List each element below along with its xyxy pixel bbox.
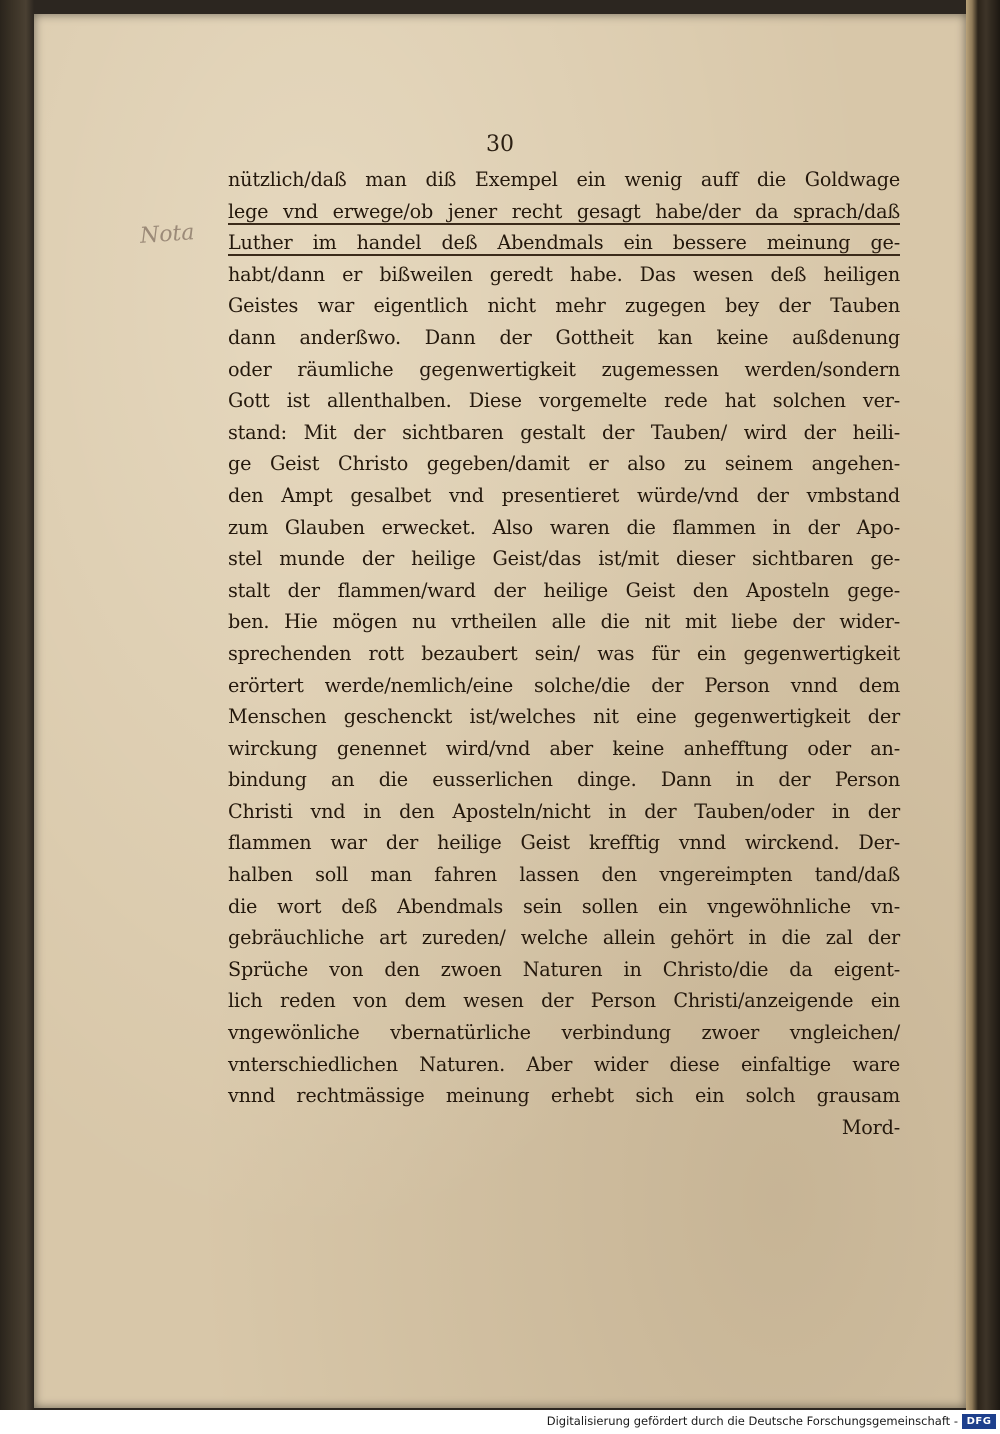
text-line: dann anderßwo. Dann der Gottheit kan keine außdenung: [228, 325, 900, 349]
text-line: halben soll man fahren lassen den vngereimpten tand/daß: [228, 863, 900, 887]
text-line: habt/dann er bißweilen geredt habe. Das wesen deß heiligen: [228, 262, 900, 286]
margin-note: Nota: [139, 220, 196, 249]
text-line: zum Glauben erwecket. Also waren die flammen in der Apo-: [228, 515, 900, 539]
page-number: 30: [486, 132, 514, 157]
book-edge: [966, 0, 1000, 1410]
catchword: Mord-: [841, 1115, 900, 1139]
text-line: die wort deß Abendmals sein sollen ein vngewöhnliche vn-: [228, 894, 900, 918]
text-line: den Ampt gesalbet vnd presentieret würde/vnd der vmbstand: [228, 483, 900, 507]
text-line: Geistes war eigentlich nicht mehr zugegen bey der Tauben: [228, 294, 900, 318]
text-line: vnnd rechtmässige meinung erhebt sich ein solch grausam: [228, 1084, 900, 1108]
text-line: bindung an die eusserlichen dinge. Dann in der Person: [228, 768, 900, 792]
footer-bar: [0, 1410, 1000, 1434]
text-line: nützlich/daß man diß Exempel ein wenig auff die Goldwage: [228, 168, 900, 191]
text-line: oder räumliche gegenwertigkeit zugemessen werden/sondern: [228, 357, 900, 381]
text-line: ge Geist Christo gegeben/damit er also zu seinem angehen-: [228, 452, 900, 476]
text-line: wirckung genennet wird/vnd aber keine anhefftung oder an-: [228, 736, 900, 760]
text-line: Sprüche von den zwoen Naturen in Christo/die da eigent-: [228, 957, 900, 981]
text-line: ben. Hie mögen nu vrtheilen alle die nit mit liebe der wider-: [228, 610, 900, 634]
funding-notice: Digitalisierung gefördert durch die Deutsche Forschungsgemeinschaft -: [546, 1414, 958, 1428]
text-line: stand: Mit der sichtbaren gestalt der Tauben/ wird der heili-: [228, 420, 900, 444]
text-line: stel munde der heilige Geist/das ist/mit dieser sichtbaren ge-: [228, 547, 900, 571]
text-line: lege vnd erwege/ob jener recht gesagt habe/der da sprach/daß: [228, 199, 900, 223]
dfg-logo: DFG: [962, 1414, 996, 1429]
text-line: sprechenden rott bezaubert sein/ was für ein gegenwertigkeit: [228, 641, 900, 665]
text-line: vnterschiedlichen Naturen. Aber wider diese einfaltige ware: [228, 1052, 900, 1076]
text-line: Menschen geschenckt ist/welches nit eine gegenwertigkeit der: [228, 705, 900, 729]
text-line: Gott ist allenthalben. Diese vorgemelte rede hat solchen ver-: [228, 389, 900, 413]
text-line: erörtert werde/nemlich/eine solche/die der Person vnnd dem: [228, 673, 900, 697]
text-line: stalt der flammen/ward der heilige Geist den Aposteln gege-: [228, 578, 900, 602]
text-line: vngewönliche vbernatürliche verbindung zwoer vngleichen/: [228, 1021, 900, 1045]
text-line: Christi vnd in den Aposteln/nicht in der Tauben/oder in der: [228, 799, 900, 823]
text-line: Luther im handel deß Abendmals ein bessere meinung ge-: [228, 231, 900, 255]
page-text: [228, 164, 900, 1143]
text-line: gebräuchliche art zureden/ welche allein gehört in die zal der: [228, 926, 900, 950]
text-line: flammen war der heilige Geist krefftig vnnd wirckend. Der-: [228, 831, 900, 855]
text-line: lich reden von dem wesen der Person Christi/anzeigende ein: [228, 989, 900, 1013]
